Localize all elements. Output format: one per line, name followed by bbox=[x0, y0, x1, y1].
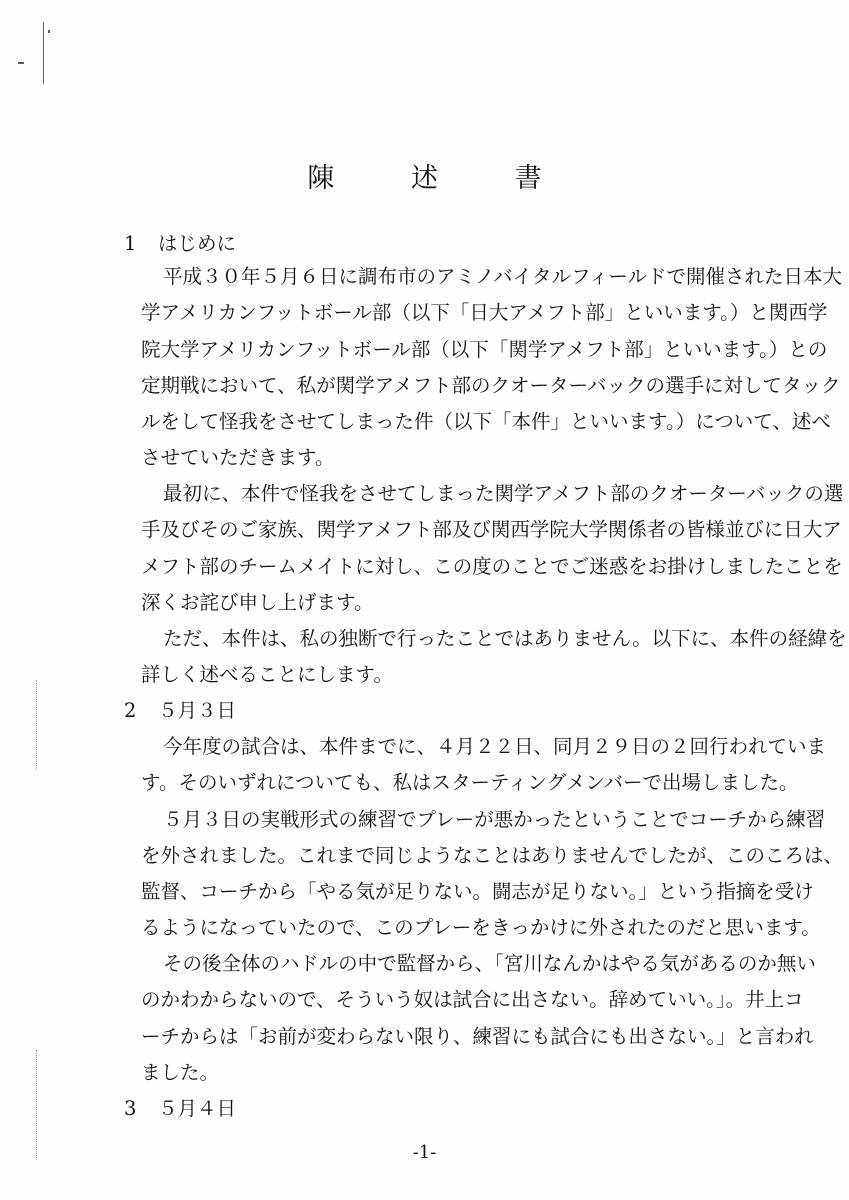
text-line: ました。 bbox=[141, 1061, 220, 1084]
text-line: のかわからないので、そういう奴は試合に出さない。辞めていい。」。井上コ bbox=[141, 988, 804, 1011]
text-line: ーチからは「お前が変わらない限り、練習にも試合にも出さない。」と言われ bbox=[141, 1025, 814, 1048]
section-title: ５月４日 bbox=[158, 1097, 237, 1120]
text-line: るようになっていたので、このプレーをきっかけに外されたのだと思います。 bbox=[141, 916, 821, 939]
section-title: はじめに bbox=[158, 232, 237, 255]
binder-mark bbox=[43, 22, 44, 84]
section-number: 1 bbox=[124, 232, 137, 255]
text-line: 監督、コーチから「やる気が足りない。闘志が足りない。」という指摘を受け bbox=[141, 880, 814, 903]
text-line: その後全体のハドルの中で監督から、「宮川なんかはやる気があるのか無い bbox=[163, 952, 816, 975]
section-heading bbox=[124, 1095, 236, 1123]
text-line: メフト部のチームメイトに対し、この度のことでご迷惑をお掛けしましたことを bbox=[141, 555, 843, 578]
section-number: 2 bbox=[124, 699, 137, 722]
section-heading bbox=[124, 230, 236, 258]
text-line: ただ、本件は、私の独断で行ったことではありません。以下に、本件の経緯を bbox=[163, 627, 847, 650]
document-title: 陳 述 書 bbox=[307, 163, 576, 194]
text-line: 詳しく述べることにします。 bbox=[141, 663, 393, 686]
text-line: 最初に、本件で怪我をさせてしまった関学アメフト部のクオーターバックの選 bbox=[163, 482, 844, 505]
text-line: 今年度の試合は、本件までに、４月２２日、同月２９日の２回行われていま bbox=[163, 735, 827, 758]
section-heading bbox=[124, 697, 236, 725]
text-line: 定期戦において、私が関学アメフト部のクオーターバックの選手に対してタック bbox=[141, 374, 841, 397]
section-number: 3 bbox=[124, 1097, 137, 1120]
text-line: す。そのいずれについても、私はスターティングメンバーで出場しました。 bbox=[141, 771, 799, 794]
page-number: -1- bbox=[412, 1142, 437, 1163]
text-line: を外されました。これまで同じようなことはありませんでしたが、このころは、 bbox=[141, 844, 844, 867]
scan-speck bbox=[18, 62, 24, 64]
section-title: ５月３日 bbox=[158, 699, 237, 722]
text-line: ５月３日の実戦形式の練習でプレーが悪かったということでコーチから練習 bbox=[163, 808, 826, 831]
text-line: 学アメリカンフットボール部（以下「日大アメフト部」といいます。）と関西学 bbox=[141, 301, 828, 324]
scan-speck bbox=[48, 30, 50, 33]
text-line: 深くお詫び申し上げます。 bbox=[141, 591, 374, 614]
text-line: させていただきます。 bbox=[141, 446, 335, 469]
binder-dots bbox=[36, 680, 38, 770]
text-line: 院大学アメリカンフットボール部（以下「関学アメフト部」といいます。）との bbox=[141, 338, 828, 361]
text-line: 手及びそのご家族、関学アメフト部及び関西学院大学関係者の皆様並びに日大ア bbox=[141, 518, 842, 541]
text-line: 平成３０年５月６日に調布市のアミノバイタルフィールドで開催された日本大 bbox=[163, 265, 842, 288]
text-line: ルをして怪我をさせてしまった件（以下「本件」といいます。）について、述べ bbox=[141, 410, 831, 433]
